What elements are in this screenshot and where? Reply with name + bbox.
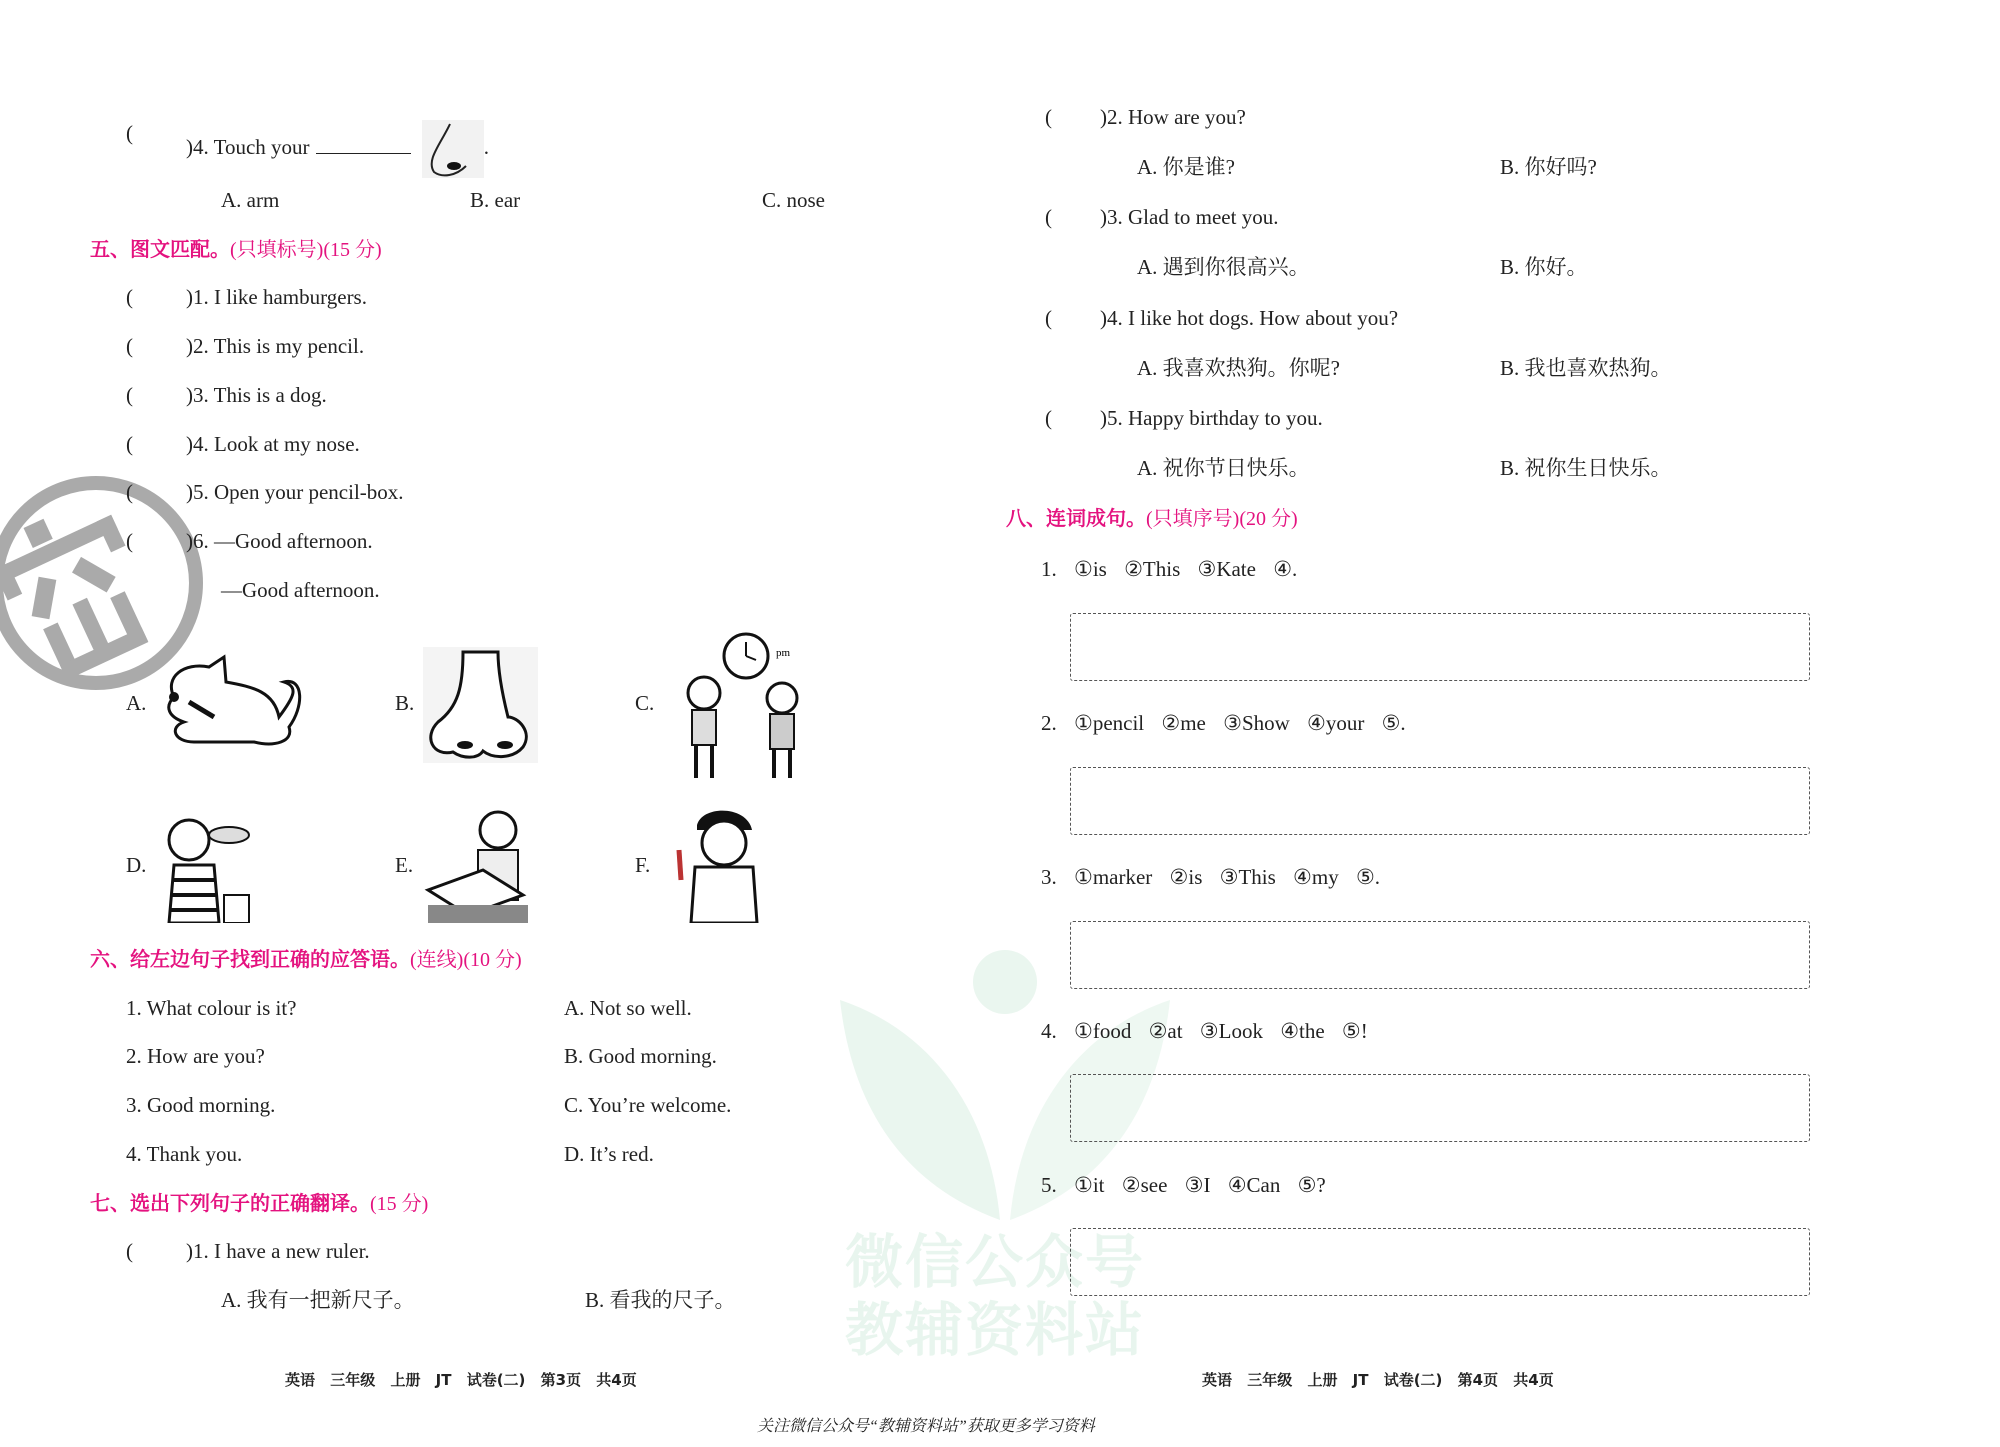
period: . xyxy=(483,134,490,159)
boy-eating-hamburger-picture xyxy=(154,805,259,923)
option-a: A. arm xyxy=(221,188,280,212)
answer-box[interactable] xyxy=(1070,767,1810,835)
option-c: C. nose xyxy=(762,188,825,212)
option-a: A. 我喜欢热狗。你呢? xyxy=(1137,356,1340,380)
match-item: )3. This is a dog. xyxy=(186,383,327,407)
prompt-item: 4. Thank you. xyxy=(126,1142,243,1166)
prompt-item: 1. What colour is it? xyxy=(126,996,297,1020)
picture-label-a: A. xyxy=(126,691,147,715)
option-a: A. 你是谁? xyxy=(1137,155,1235,179)
dog-picture xyxy=(154,647,304,757)
option-b: B. 我也喜欢热狗。 xyxy=(1500,356,1672,380)
question-4-touch xyxy=(186,120,489,178)
section-8-heading: 八、连词成句。(只填序号)(20 分) xyxy=(1006,506,1298,530)
response-item: B. Good morning. xyxy=(564,1044,717,1068)
clock-pm-label: pm xyxy=(776,647,791,659)
translation-question: )5. Happy birthday to you. xyxy=(1100,406,1323,430)
word-order-item: 3. ①marker ②is ③This ④my ⑤. xyxy=(1041,865,1381,889)
answer-blank xyxy=(316,153,411,154)
answer-box[interactable] xyxy=(1070,921,1810,989)
page-footer-right: 英语 三年级 上册 JT 试卷(二) 第4页 共4页 xyxy=(1202,1371,1554,1389)
answer-paren: ( xyxy=(126,432,133,456)
option-b: B. 你好吗? xyxy=(1500,155,1597,179)
response-item: D. It’s red. xyxy=(564,1142,654,1166)
word-order-item: 1. ①is ②This ③Kate ④. xyxy=(1041,557,1298,581)
picture-label-b: B. xyxy=(395,691,415,715)
option-b: B. 你好。 xyxy=(1500,255,1588,279)
page-footer-left: 英语 三年级 上册 JT 试卷(二) 第3页 共4页 xyxy=(285,1371,637,1389)
match-item: )4. Look at my nose. xyxy=(186,432,360,456)
prompt-item: 3. Good morning. xyxy=(126,1093,276,1117)
translation-question: )4. I like hot dogs. How about you? xyxy=(1100,306,1399,330)
match-item: )2. This is my pencil. xyxy=(186,334,365,358)
answer-paren: ( xyxy=(126,334,133,358)
question-text: )4. Touch your xyxy=(186,134,310,159)
answer-paren: ( xyxy=(126,480,133,504)
girl-pencil-box-picture xyxy=(423,805,533,923)
translation-question: )1. I have a new ruler. xyxy=(186,1239,370,1263)
picture-label-e: E. xyxy=(395,853,414,877)
option-a: A. 遇到你很高兴。 xyxy=(1137,255,1310,279)
boy-with-pencil-picture xyxy=(667,805,767,923)
translation-question: )2. How are you? xyxy=(1100,105,1246,129)
greeting-kids-picture xyxy=(654,628,834,782)
answer-box[interactable] xyxy=(1070,1074,1810,1142)
answer-box[interactable] xyxy=(1070,613,1810,681)
match-item: )6. —Good afternoon. xyxy=(186,529,373,553)
answer-paren: ( xyxy=(126,121,133,145)
answer-paren: ( xyxy=(1045,105,1052,129)
match-item: )1. I like hamburgers. xyxy=(186,285,367,309)
answer-paren: ( xyxy=(126,285,133,309)
response-item: C. You’re welcome. xyxy=(564,1093,732,1117)
option-b: B. 祝你生日快乐。 xyxy=(1500,456,1672,480)
option-b: B. 看我的尺子。 xyxy=(585,1288,736,1312)
match-item: )5. Open your pencil-box. xyxy=(186,480,404,504)
picture-label-c: C. xyxy=(635,691,655,715)
picture-label-d: D. xyxy=(126,853,147,877)
word-order-item: 2. ①pencil ②me ③Show ④your ⑤. xyxy=(1041,711,1406,735)
match-item-reply: —Good afternoon. xyxy=(221,578,380,602)
nose-icon xyxy=(422,120,484,178)
answer-paren: ( xyxy=(126,1239,133,1263)
word-order-item: 4. ①food ②at ③Look ④the ⑤! xyxy=(1041,1019,1368,1043)
answer-box[interactable] xyxy=(1070,1228,1810,1296)
option-a: A. 祝你节日快乐。 xyxy=(1137,456,1310,480)
nose-picture xyxy=(423,647,538,763)
answer-paren: ( xyxy=(126,383,133,407)
word-order-item: 5. ①it ②see ③I ④Can ⑤? xyxy=(1041,1173,1326,1197)
answer-paren: ( xyxy=(1045,306,1052,330)
section-6-heading: 六、给左边句子找到正确的应答语。(连线)(10 分) xyxy=(90,947,522,971)
answer-paren: ( xyxy=(126,529,133,553)
translation-question: )3. Glad to meet you. xyxy=(1100,205,1279,229)
section-5-heading: 五、图文匹配。(只填标号)(15 分) xyxy=(90,237,382,261)
bottom-promo-note: 关注微信公众号“教辅资料站”获取更多学习资料 xyxy=(757,1418,1095,1435)
watermark-text-2: 教辅资料站 xyxy=(845,1296,1146,1364)
option-b: B. ear xyxy=(470,188,521,212)
section-7-heading: 七、选出下列句子的正确翻译。(15 分) xyxy=(90,1191,429,1215)
response-item: A. Not so well. xyxy=(564,996,692,1020)
answer-paren: ( xyxy=(1045,406,1052,430)
answer-paren: ( xyxy=(1045,205,1052,229)
prompt-item: 2. How are you? xyxy=(126,1044,265,1068)
watermark-text-1: 微信公众号 xyxy=(845,1228,1146,1296)
picture-label-f: F. xyxy=(635,853,651,877)
option-a: A. 我有一把新尺子。 xyxy=(221,1288,415,1312)
